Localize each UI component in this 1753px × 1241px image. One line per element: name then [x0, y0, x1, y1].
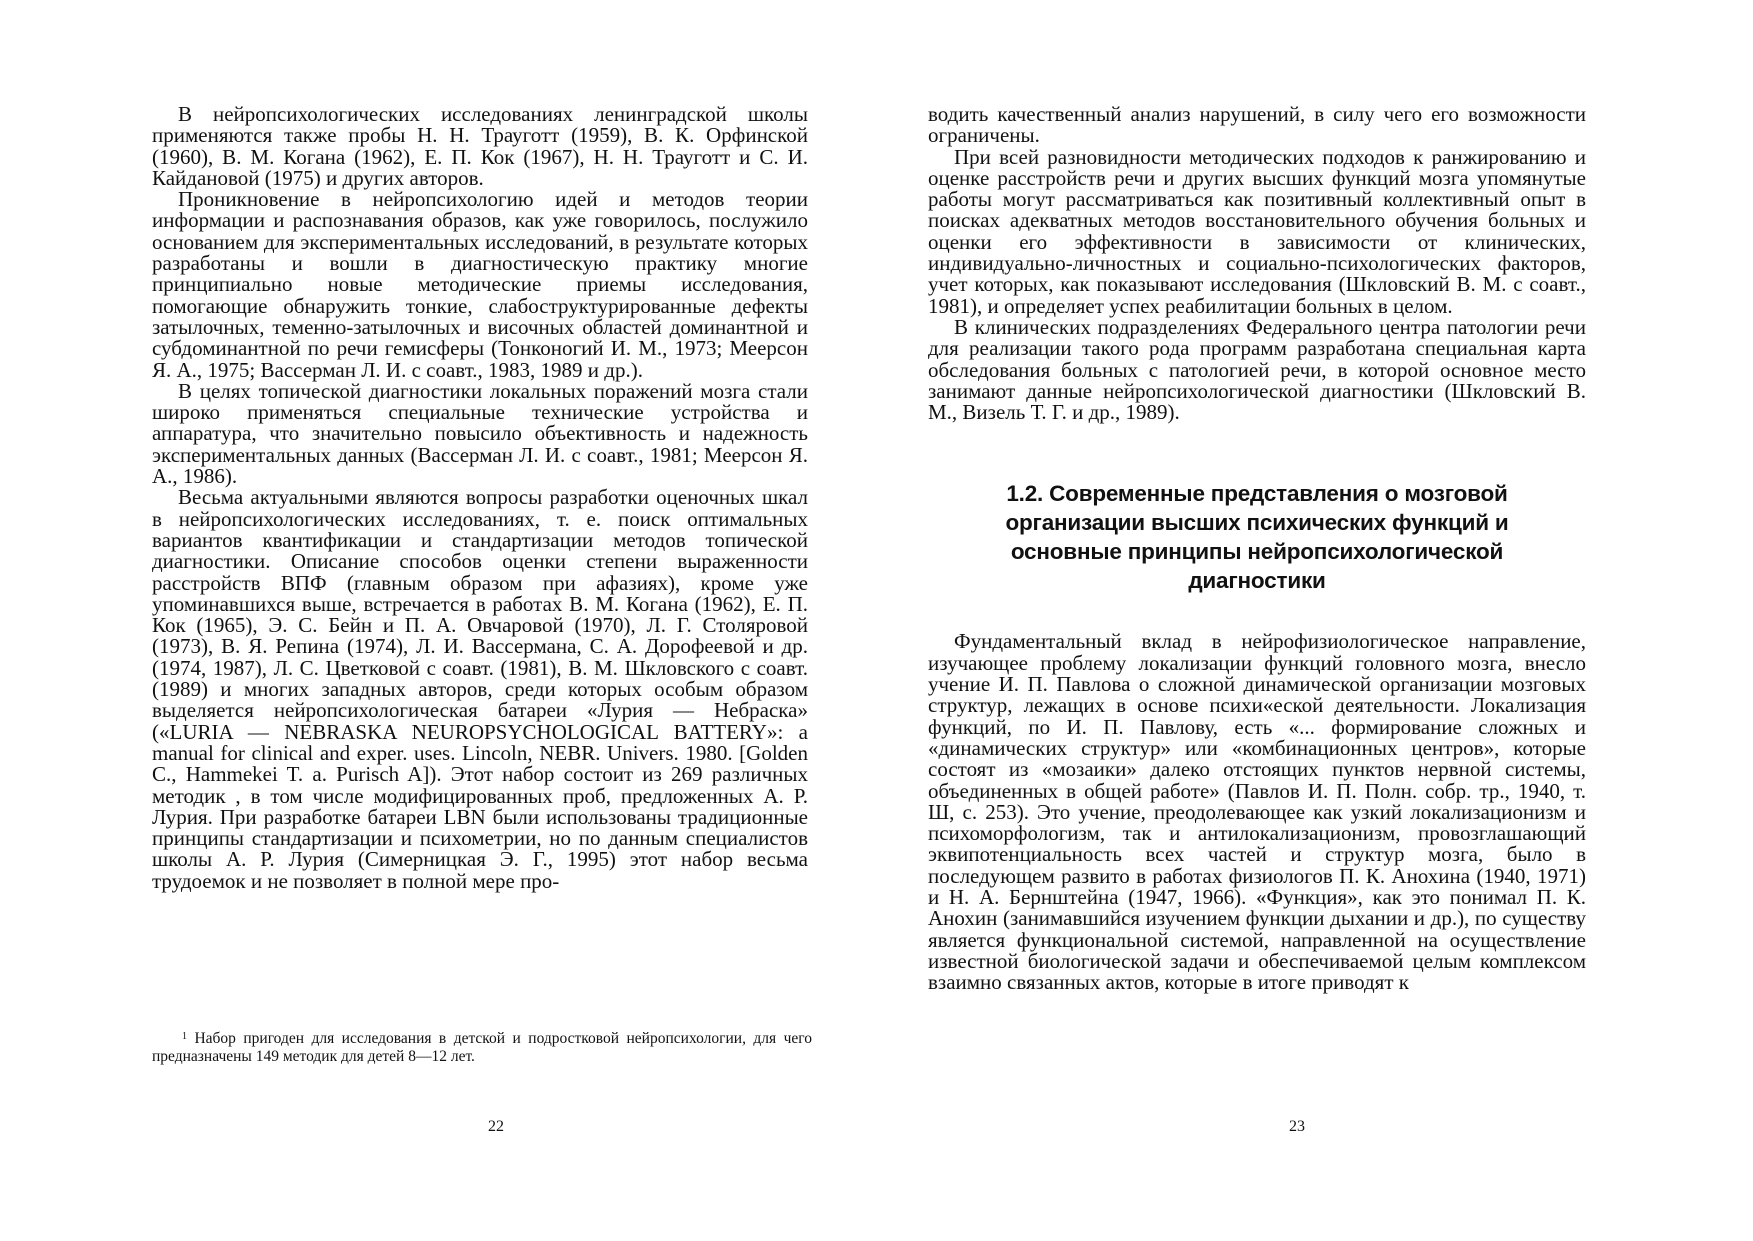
section-heading: 1.2. Современные представления о мозговой организации высших психических функций и основные принципы нейропсихологической диагностики	[1005, 481, 1509, 594]
page-number: 23	[1289, 1118, 1305, 1135]
page-number: 22	[488, 1118, 504, 1135]
paragraph: Весьма актуальными являются вопросы разработки оценочных шкал в нейропсихологических исследованиях, т. е. поиск оптимальных вариантов квантификации и стандартизации методов топической диагностики. Описание способов оценки степени выраженности расстройств ВПФ (главным образом при афазиях), кроме уже упоминавшихся выше, встречается в работах В. М. Когана (1962), Е. П. Кок (1965), Э. С. Бейн и П. А. Овчаровой (1970), Л. Г. Столяровой (1973), В. Я. Репина (1974), Л. И. Вассермана, С. А. Дорофеевой и др. (1974, 1987), Л. С. Цветковой с соавт. (1981), В. М. Шкловского с соавт. (1989) и многих западных авторов, среди которых особым образом выделяется нейропсихологическая батареи «Лурия — Небраска» («LURIA — NEBRASKA NEUROPSYCHOLOGICAL BATTERY»: a manual for clinical and exper. uses. Lincoln, NEBR. Univers. 1980. [Golden C., Hammekei T. a. Purisch A]). Этот набор состоит из 269 различных методик , в том числе модифицированных проб, предложенных А. Р. Лурия. При разработке батареи LBN были использованы традиционные принципы стандартизации и психометрии, но по данным специалистов школы А. Р. Лурия (Симерницкая Э. Г., 1995) этот набор весьма трудоемок и не позволяет в полной мере про-	[152, 485, 808, 893]
footnote	[152, 1030, 812, 1066]
footnote-text: Набор пригоден для исследования в детской и подростковой нейропсихологии, для чего предназначены 149 методик для детей 8—12 лет.	[152, 1030, 812, 1065]
paragraph: При всей разновидности методических подходов к ранжированию и оценке расстройств речи и других высших функций мозга упомянутые работы могут рассматриваться как позитивный коллективный опыт в поисках адекватных методов восстановительного обучения больных и оценки его эффективности в зависимости от клинических, индивидуально-личностных и социально-психологических факторов, учет которых, как показывают исследования (Шкловский В. М. с соавт., 1981), и определяет успех реабилитации больных в целом.	[928, 144, 1586, 318]
footnote-mark: 1	[182, 1031, 187, 1042]
left-page	[0, 0, 876, 1241]
paragraph: В целях топической диагностики локальных поражений мозга стали широко применяться специальные технические устройства и аппаратура, что значительно повысило объективность и надежность экспериментальных данных (Вассерман Л. И. с соавт., 1981; Меерсон Я. А., 1986).	[152, 378, 808, 489]
right-page	[876, 0, 1753, 1241]
paragraph: В клинических подразделениях Федерального центра патологии речи для реализации такого рода программ разработана специальная карта обследования больных с патологией речи, в которой основное место занимают данные нейропсихологической диагностики (Шкловский В. М., Визель Т. Г. и др., 1989).	[928, 314, 1586, 425]
paragraph: В нейропсихологических исследованиях ленинградской школы применяются также пробы Н. Н. Трауготт (1959), В. К. Орфинской (1960), В. М. Когана (1962), Е. П. Кок (1967), Н. Н. Трауготт и С. И. Кайдановой (1975) и других авторов.	[152, 102, 808, 190]
paragraph: Проникновение в нейропсихологию идей и методов теории информации и распознавания образов, как уже говорилось, послужило основанием для экспериментальных исследований, в результате которых разработаны и вошли в диагностическую практику многие принципиально новые методические приемы исследования, помогающие обнаружить тонкие, слабоструктурированные дефекты затылочных, теменно-затылочных и височных областей доминантной и субдоминантной по речи гемисферы (Тонконогий И. М., 1973; Меерсон Я. А., 1975; Вассерман Л. И. с соавт., 1983, 1989 и др.).	[152, 187, 808, 382]
left-text-column	[152, 104, 808, 892]
paragraph: водить качественный анализ нарушений, в силу чего его возможности ограничены.	[928, 102, 1586, 148]
paragraph: Фундаментальный вклад в нейрофизиологическое направление, изучающее проблему локализации функций головного мозга, внесло учение И. П. Павлова о сложной динамической организации мозговых структур, лежащих в основе психи«еской деятельности. Локализация функций, по И. П. Павлову, есть «... формирование сложных и «динамических структур» или «комбинационных центров», которые состоят из «мозаики» далеко отстоящих пунктов нервной системы, объединенных в общей работе» (Павлов И. П. Полн. собр. тр., 1940, т. Ш, с. 253). Это учение, преодолевающее как узкий локализационизм и психоморфологизм, так и антилокализационизм, провозглашающий эквипотенциальность всех частей и структур мозга, было в последующем развито в работах физиологов П. К. Анохина (1940, 1971) и Н. А. Бернштейна (1947, 1966). «Функция», как это понимал П. К. Анохин (занимавшийся изучением функции дыхании и др.), по существу является функциональной системой, направленной на осуществление известной биологической задачи и обеспечиваемой целым комплексом взаимно связанных актов, которые в итоге приводят к	[928, 629, 1586, 995]
right-text-column	[928, 104, 1586, 994]
